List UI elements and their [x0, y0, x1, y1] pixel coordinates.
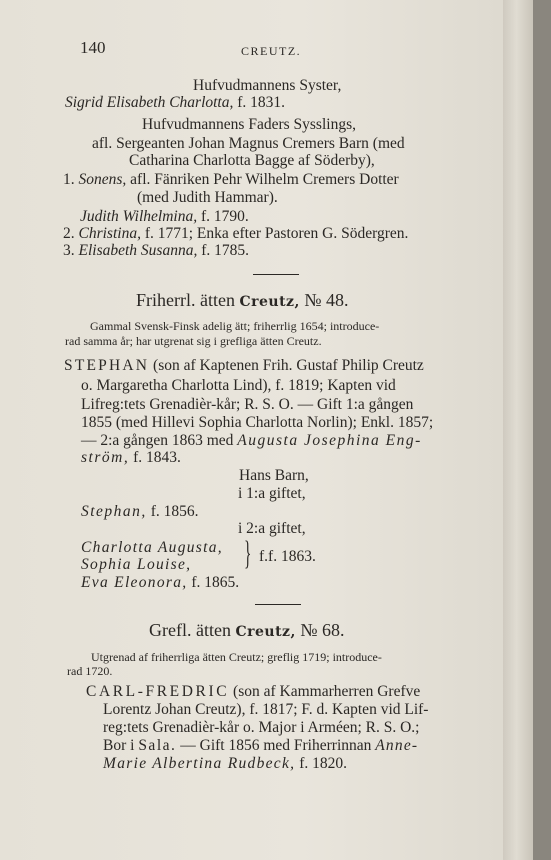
text-line: Hufvudmannens Syster,: [193, 77, 342, 94]
text-line: [80, 208, 249, 226]
text-line: o. Margaretha Charlotta Lind), f. 1819; Kapten vid: [81, 377, 396, 394]
section-note: Gammal Svensk-Finsk adelig ätt; friherrlig 1654; introduce-: [90, 319, 380, 333]
birth-year: f. 1856.: [150, 503, 199, 520]
person-name: Anne-: [375, 737, 419, 754]
brace: }: [244, 535, 252, 572]
section-heading: Grefl. ätten Creutz, № 68.: [149, 620, 345, 640]
birth-year: f. 1785.: [201, 242, 250, 259]
book-edge: [533, 0, 551, 860]
text-line: STEPHAN (son af Kaptenen Frih. Gustaf Philip Creutz: [64, 357, 424, 374]
marriage-label: i 1:a giftet,: [238, 485, 306, 502]
person-name: Sophia Louise,: [81, 556, 192, 573]
person-name: CARL-FREDRIC: [86, 683, 230, 700]
person-name: Sonens,: [78, 171, 127, 188]
text-line: [81, 503, 198, 521]
text-line: — 2:a gången 1863 med Augusta Josephina Eng-: [81, 432, 422, 449]
text-line: [65, 94, 285, 112]
person-name: Stephan,: [81, 503, 147, 520]
section-note: rad 1720.: [67, 664, 113, 678]
text-line: Catharina Charlotta Bagge af Söderby),: [129, 152, 375, 169]
text-line: 1855 (med Hillevi Sophia Charlotta Norlin); Enkl. 1857;: [81, 414, 434, 431]
text-line: (med Judith Hammar).: [137, 189, 278, 206]
person-name: Charlotta Augusta,: [81, 539, 223, 556]
birth-year: f. 1843.: [133, 449, 181, 466]
running-title: CREUTZ.: [241, 44, 302, 58]
text-line: Bor i Sala. — Gift 1856 med Friherrinnan Anne-: [103, 737, 419, 754]
text-line: 1. Sonens, afl. Fänriken Pehr Wilhelm Cremers Dotter: [63, 171, 399, 188]
person-name: Marie Albertina Rudbeck,: [103, 755, 296, 772]
person-name: ström,: [81, 449, 130, 466]
divider: [253, 274, 299, 275]
text-line: 3. Elisabeth Susanna, f. 1785.: [63, 242, 250, 259]
person-name: Eva Eleonora,: [81, 574, 188, 591]
section-note: rad samma år; har utgrenat sig i grefliga ätten Creutz.: [65, 334, 322, 348]
children-heading: Hans Barn,: [239, 467, 309, 484]
section-heading: Friherrl. ätten Creutz, № 48.: [136, 290, 349, 310]
birth-year: f. 1820.: [299, 755, 348, 772]
page-number: 140: [80, 38, 106, 57]
page-edge: [503, 0, 533, 860]
birth-year: f. 1790.: [200, 208, 249, 225]
person-name: Judith Wilhelmina,: [80, 208, 198, 225]
text-line: [103, 755, 347, 773]
text-line: Lorentz Johan Creutz), f. 1817; F. d. Kapten vid Lif-: [103, 701, 429, 718]
marriage-label: i 2:a giftet,: [238, 520, 306, 537]
divider: [255, 604, 301, 605]
birth-year: f.f. 1863.: [259, 548, 316, 565]
person-name: Elisabeth Susanna,: [78, 242, 198, 259]
text-line: CARL-FREDRIC (son af Kammarherren Grefve: [86, 683, 421, 700]
person-name: STEPHAN: [64, 357, 150, 374]
section-note: Utgrenad af friherrliga ätten Creutz; greflig 1719; introduce-: [91, 650, 382, 664]
place-name: Sala.: [138, 737, 177, 754]
family-name: Creutz,: [235, 624, 296, 640]
text-line: Hufvudmannens Faders Sysslings,: [142, 116, 356, 133]
text-line: [81, 574, 239, 592]
family-name: Creutz,: [239, 294, 300, 310]
birth-year: f. 1865.: [191, 574, 240, 591]
birth-year: f. 1831.: [237, 94, 286, 111]
text-line: reg:tets Grenadièr-kår o. Major i Arméen; R. S. O.;: [103, 719, 420, 736]
text-line: Lifreg:tets Grenadièr-kår; R. S. O. — Gift 1:a gången: [81, 396, 414, 413]
person-name: Augusta Josephina Eng-: [237, 432, 422, 449]
text-line: 2. Christina, f. 1771; Enka efter Pastoren G. Södergren.: [63, 225, 409, 242]
person-name: Christina,: [78, 225, 141, 242]
text-line: afl. Sergeanten Johan Magnus Cremers Barn (med: [92, 135, 405, 152]
text-line: [81, 449, 181, 467]
person-name: Sigrid Elisabeth Charlotta,: [65, 94, 234, 111]
